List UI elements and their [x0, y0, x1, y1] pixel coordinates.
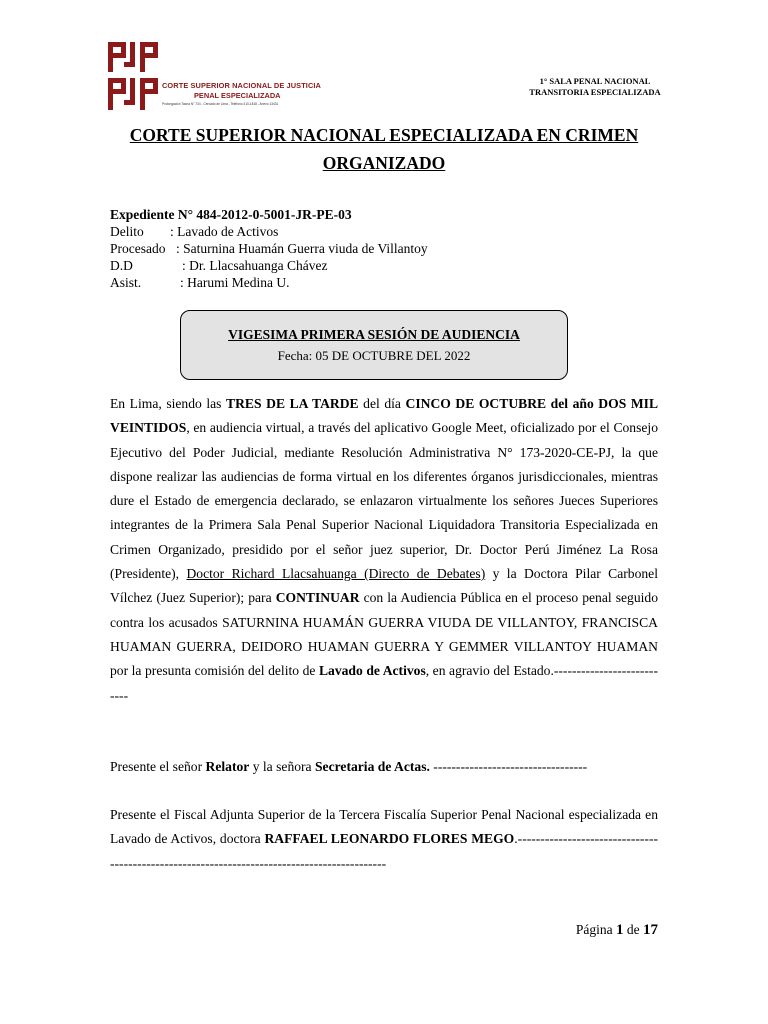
asist-label: Asist.: [110, 275, 142, 290]
page-current: 1: [616, 922, 624, 938]
logo-court-subname: PENAL ESPECIALIZADA: [194, 91, 281, 100]
p2-secretaria: Secretaria de Actas.: [315, 759, 430, 774]
p1-time: TRES DE LA TARDE: [226, 396, 359, 411]
p2-text-1: Presente el señor: [110, 759, 206, 774]
document-title: [100, 121, 668, 177]
p1-text-5: con la Audiencia Pública en el proceso penal seguido contra los acusados SATURNINA HUAMÁN GUERRA VIUDA DE VILLANTOY, FRANCISCA HUAMAN GUERRA, DEIDORO HUAMAN GUERRA Y GEMMER VILLANTOY HUAMAN por la presunta comisión del delito de: [110, 590, 658, 679]
page-label: Página: [575, 922, 613, 937]
p1-text-4: y la Doctora Pilar Carbonel Vílchez (Juez Superior); para: [110, 566, 658, 606]
logo-court-name: CORTE SUPERIOR NACIONAL DE JUSTICIA: [162, 81, 321, 90]
page-total: 17: [643, 922, 658, 938]
session-title: VIGESIMA PRIMERA SESIÓN DE AUDIENCIA: [228, 327, 520, 342]
p1-date: CINCO DE OCTUBRE del año DOS MIL VEINTIDOS: [110, 396, 659, 436]
logo-address: Prolongación Tacna N° 734 - Cercado de Lima - Teléfono 410-1818 - Anexo 13431: [162, 102, 279, 106]
delito-label: Delito: [110, 224, 144, 239]
sala-line-2: TRANSITORIA ESPECIALIZADA: [529, 87, 661, 97]
procesado-label: Procesado: [110, 241, 166, 256]
opening-paragraph: [110, 392, 658, 708]
p1-text-3: , en audiencia virtual, a través del aplicativo Google Meet, oficializado por el Consejo Ejecutivo del Poder Judicial, mediante Resolución Administrativa N° 173-2020-CE-PJ, la que dispone realizar las audiencias de forma virtual en los diferentes órganos jurisdiccionales, mientras dure el Estado de emergencia declarado, se enlazaron virtualmente los señores Jueces Superiores integrantes de la Primera Sala Penal Superior Nacional Liquidadora Transitoria Especializada en Crimen Organizado, presidido por el señor juez superior, Dr. Doctor Perú Jiménez La Rosa (Presidente),: [110, 420, 658, 582]
document-title-line-2: ORGANIZADO: [322, 153, 446, 173]
sala-line-1: 1° SALA PENAL NACIONAL: [539, 76, 651, 86]
page-number: [540, 922, 658, 939]
p1-crime: Lavado de Activos: [318, 663, 426, 679]
p1-text-6: , en agravio del Estado.---------------------------: [110, 663, 658, 703]
delito-value: : Lavado de Activos: [170, 224, 279, 239]
p3-text-1: Presente el Fiscal Adjunta Superior de la Tercera Fiscalía Superior Penal Nacional especializada en Lavado de Activos, doctora: [110, 807, 658, 847]
dd-label: D.D: [110, 258, 133, 273]
p3-fiscal-name: RAFFAEL LEONARDO FLORES MEGO: [264, 831, 515, 847]
page-of: de: [626, 922, 640, 937]
court-logo: [108, 40, 321, 112]
fiscal-paragraph: [110, 803, 658, 876]
sala-header: [520, 76, 670, 98]
procesado-value: : Saturnina Huamán Guerra viuda de Villantoy: [176, 241, 428, 256]
p1-text-1: En Lima, siendo las: [110, 396, 227, 411]
relator-paragraph: [110, 755, 658, 779]
asist-value: : Harumi Medina U.: [180, 275, 290, 290]
expediente-number: Expediente N° 484-2012-0-5001-JR-PE-03: [110, 207, 352, 222]
pj-logo-icon: [108, 40, 158, 112]
p1-continuar: CONTINUAR: [275, 590, 360, 606]
session-box: [180, 310, 568, 380]
p1-text-2: del día: [358, 396, 406, 411]
p1-director: Doctor Richard Llacsahuanga (Directo de Debates): [186, 566, 486, 582]
p3-text-2: .--------------------------------------------------------------------------------------------: [110, 831, 658, 871]
dd-value: : Dr. Llacsahuanga Chávez: [182, 258, 328, 273]
p2-text-2: y la señora: [249, 759, 315, 774]
document-title-line-1: CORTE SUPERIOR NACIONAL ESPECIALIZADA EN CRIMEN: [129, 125, 639, 145]
p2-relator: Relator: [205, 759, 250, 774]
p2-text-3: ----------------------------------: [429, 759, 588, 774]
session-date: Fecha: 05 DE OCTUBRE DEL 2022: [277, 348, 471, 363]
